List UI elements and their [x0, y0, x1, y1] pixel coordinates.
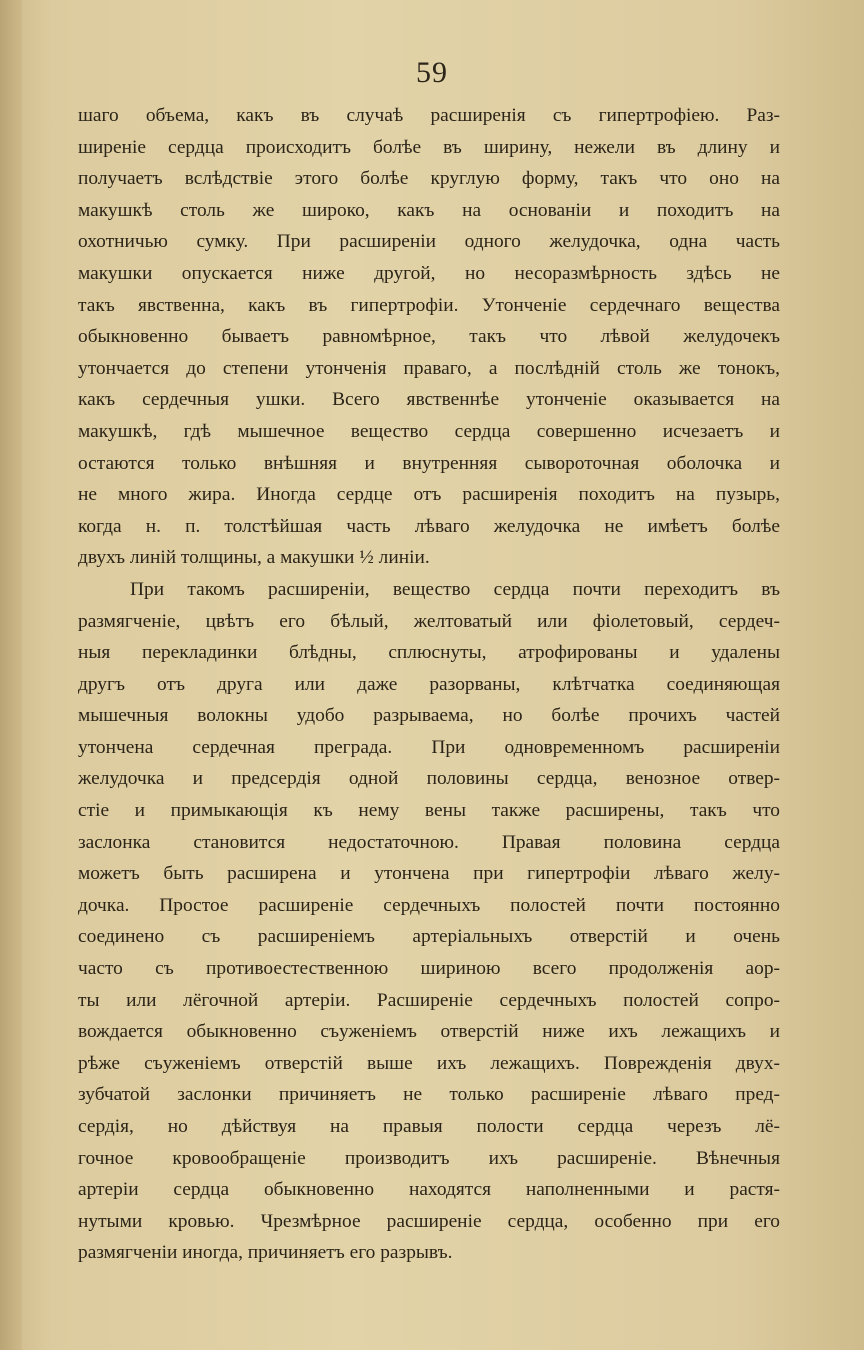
text-line: какъ сердечныя ушки. Всего явственнѣе утонченіе оказывается на: [78, 389, 780, 411]
text-line: ты или лёгочной артеріи. Расширеніе сердечныхъ полостей сопро-: [78, 989, 780, 1011]
text-line: получаетъ вслѣдствіе этого болѣе круглую форму, такъ что оно на: [78, 168, 780, 190]
text-line: когда н. п. толстѣйшая часть лѣваго желудочка не имѣетъ болѣе: [78, 515, 780, 537]
text-line: обыкновенно бываетъ равномѣрное, такъ что лѣвой желудочекъ: [78, 326, 780, 348]
text-line: артеріи сердца обыкновенно находятся наполненными и растя-: [78, 1179, 780, 1201]
text-line: желудочка и предсердія одной половины сердца, венозное отвер-: [78, 768, 780, 790]
text-line: размягченіи иногда, причиняетъ его разрывъ.: [78, 1242, 453, 1264]
text-line: макушки опускается ниже другой, но несоразмѣрность здѣсь не: [78, 262, 780, 284]
text-line: вождается обыкновенно съуженіемъ отверстій ниже ихъ лежащихъ и: [78, 1021, 780, 1043]
text-line: часто съ противоестественною шириною всего продолженія аор-: [78, 958, 780, 980]
text-line: утончена сердечная преграда. При одновременномъ расширеніи: [78, 736, 780, 758]
text-line: ширеніе сердца происходитъ болѣе въ ширину, нежели въ длину и: [78, 136, 780, 158]
text-line: соединено съ расширеніемъ артеріальныхъ отверстій и очень: [78, 926, 780, 948]
text-line: шаго объема, какъ въ случаѣ расширенія съ гипертрофіею. Раз-: [78, 105, 780, 126]
text-line: нутыми кровью. Чрезмѣрное расширеніе сердца, особенно при его: [78, 1210, 780, 1232]
text-line: охотничью сумку. При расширеніи одного желудочка, одна часть: [78, 231, 780, 253]
text-line: гочное кровообращеніе производитъ ихъ расширеніе. Вѣнечныя: [78, 1147, 780, 1169]
page-number: 59: [416, 56, 448, 89]
text-line: двухъ линій толщины, а макушки ½ линіи.: [78, 547, 430, 569]
text-line: утончается до степени утонченія праваго, а послѣдній столь же тонокъ,: [78, 357, 780, 379]
text-line: мышечныя волокны удобо разрываема, но болѣе прочихъ частей: [78, 705, 780, 727]
text-line: стіе и примыкающія къ нему вены также расширены, такъ что: [78, 800, 780, 822]
text-line: При такомъ расширеніи, вещество сердца почти переходитъ въ: [130, 578, 780, 600]
text-line: заслонка становится недостаточною. Правая половина сердца: [78, 831, 780, 853]
text-line: макушкѣ, гдѣ мышечное вещество сердца совершенно исчезаетъ и: [78, 420, 780, 442]
text-line: сердія, но дѣйствуя на правыя полости сердца черезъ лё-: [78, 1116, 780, 1137]
text-line: остаются только внѣшняя и внутренняя сывороточная оболочка и: [78, 452, 780, 474]
text-line: ныя перекладинки блѣдны, сплюснуты, атрофированы и удалены: [78, 642, 780, 664]
text-line: другъ отъ друга или даже разорваны, клѣтчатка соединяющая: [78, 673, 780, 695]
page-gutter: [0, 0, 22, 1350]
body-text: [78, 100, 780, 1269]
text-line: макушкѣ столь же широко, какъ на основаніи и походитъ на: [78, 199, 780, 221]
text-line: зубчатой заслонки причиняетъ не только расширеніе лѣваго пред-: [78, 1084, 780, 1106]
text-line: размягченіе, цвѣтъ его бѣлый, желтоватый или фіолетовый, сердеч-: [78, 610, 780, 632]
text-line: рѣже съуженіемъ отверстій выше ихъ лежащихъ. Поврежденія двух-: [78, 1052, 780, 1074]
text-line: не много жира. Иногда сердце отъ расширенія походитъ на пузырь,: [78, 484, 780, 506]
text-line: можетъ быть расширена и утончена при гипертрофіи лѣваго желу-: [78, 863, 780, 885]
text-line: дочка. Простое расширеніе сердечныхъ полостей почти постоянно: [78, 894, 780, 916]
text-line: такъ явственна, какъ въ гипертрофіи. Утонченіе сердечнаго вещества: [78, 294, 780, 316]
